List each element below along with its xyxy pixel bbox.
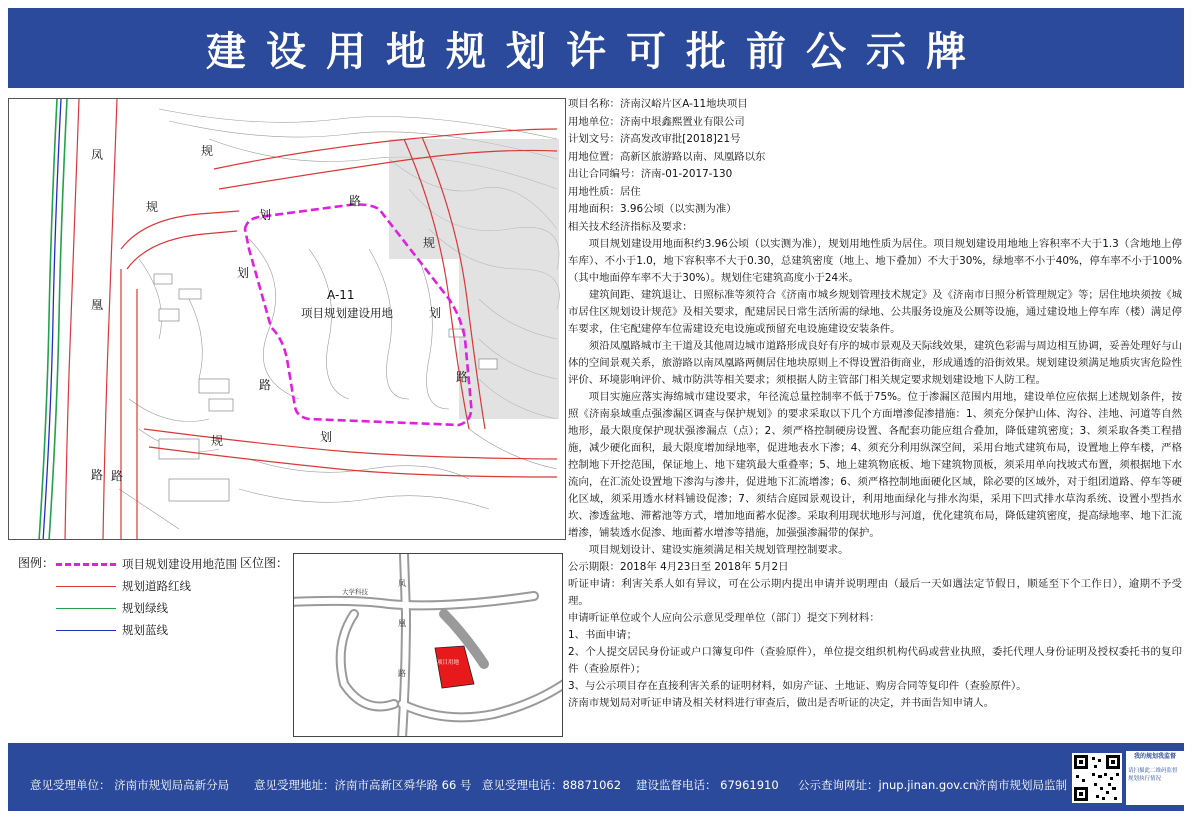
legend-item-boundary [56, 556, 237, 572]
requirement-para-3: 须沿凤凰路城市主干道及其他周边城市道路形成良好有序的城市景观及天际线效果，建筑色彩需与周边相互协调，妥善处理好与山体的空间景观关系，旅游路以南凤凰路两侧居住地块原则上不得设置沿街商业，形成通透的沿街效果。规划建设须满足地质灾害危险性评价、环境影响评价、城市防洪等相关要求；须根据人防主管部门相关规定要求规划建设地下人防工程。 [568, 340, 1182, 386]
requirement-para-1: 项目规划建设用地面积约3.96公顷（以实测为准），规划用地性质为居住。项目规划建设用地地上容积率不大于1.3（含地地上停车库）、不小于1.0，地下容积率不大于0.30，总建筑密度（地上、地下叠加）不大于30%，绿地率不小于40%，停车率不小于100%（其中地面停车率不大于30%）。规划住宅建筑高度小于24米。 [568, 238, 1182, 284]
page-footer [8, 743, 1184, 811]
legend-swatch-green-line [56, 608, 116, 609]
qr-title: 我的规划我监督 [1133, 753, 1176, 760]
road-label-east-3: 路 [456, 370, 469, 384]
location-map [293, 553, 563, 737]
page-header [8, 8, 1184, 88]
location-road-char-1: 凤 [398, 579, 406, 588]
requirement-para-5: 项目规划设计、建设实施须满足相关规划管理控制要求。 [588, 544, 849, 556]
notice-text [568, 96, 1182, 736]
closing-statement: 济南市规划局对听证申请及相关材料进行审查后，做出是否听证的决定，并书面告知申请人。 [568, 697, 995, 709]
legend-title: 图例： [18, 556, 55, 570]
road-label-top-1: 规 [201, 144, 214, 158]
land-area: 用地面积：3.96公顷（以实测为准） [568, 203, 737, 215]
tech-requirements-title: 相关技术经济指标及要求： [568, 220, 693, 233]
location-project-label: 项目用地 [437, 660, 460, 666]
footer-complaint-phone: 建设监督电话： 67961910 [636, 778, 779, 792]
legend-item-red-line [56, 578, 191, 594]
legend-label-red-line: 规划道路红线 [122, 579, 191, 593]
road-label-bottom-3: 路 [111, 469, 124, 483]
legend-swatch-boundary [56, 563, 116, 566]
footer-website[interactable]: 公示查询网址：jnup.jinan.gov.cn [798, 778, 977, 792]
legend-swatch-red-line [56, 586, 116, 587]
location-project-plot [435, 646, 474, 688]
location-road-char-2: 凰 [398, 619, 406, 628]
legend-label-boundary: 项目规划建设用地范围 [122, 557, 237, 571]
site-plan-map [8, 98, 566, 540]
material-item-1: 1、书面申请； [568, 629, 637, 641]
requirement-para-4: 项目实施应落实海绵城市建设要求，年径流总量控制率不低于75%。位于渗漏区范围内用地，建设单位应依据上述规划条件，按照《济南泉域重点强渗漏区调查与保护规划》的要求采取以下几个方面增渗促渗措施：1、须充分保护山体、沟谷、洼地、河道等自然地形，最大限度保护现状强渗漏点（点）；2、须严格控制硬房设置、各配套功能应组合叠加，降低建筑密度；3、须采取各类工程措施，减少硬化面积，最大限度增加绿地率，促进地表水下渗；4、须充分利用纵深空间，采用台地式建筑布局，设置地上停车楼，严格控制地下开挖范围，保证地上、地下建筑最大重叠率；5、地上建筑物底板、地下建筑物顶板，须采用单向找坡式布置，须根据地下水流向，在汇流处设置地下渗沟与渗井，促进地下汇流增渗；6、须严格控制地面硬化区域，除必要的区域外，对于组团道路、停车等硬化区域，须采用透水材料铺设促渗；7、须结合庭园景观设计，利用地面绿化与排水沟渠，采用下凹式排水草沟系统、设置小型挡水坎、渗透盆地、滞蓄池等方式，增加地面蓄水促渗。采取利用现状地形与河道，优化建筑布局，降低建筑密度，提高绿地率、地下汇流增渗，铺装透水促渗、地面蓄水增渗等措施，加强强渗漏带的保护。 [568, 391, 1182, 539]
land-user: 用地单位：济南中垠鑫熙置业有限公司 [568, 115, 745, 128]
road-label-west-1: 规 [146, 200, 159, 214]
page-title: 建设用地规划许可批前公示牌 [206, 28, 986, 75]
road-label-top-3: 路 [349, 194, 362, 208]
location-road-label: 大学科技 [342, 588, 368, 596]
material-item-3: 3、与公示项目存在直接利害关系的证明材料，如房产证、土地证、购房合同等复印件（查验原件）。 [568, 680, 1027, 692]
site-plan-svg [9, 99, 566, 540]
contract-number: 出让合同编号：济南-01-2017-130 [568, 168, 733, 180]
legend-label-blue-line: 规划蓝线 [122, 623, 168, 637]
legend-item-blue-line [56, 622, 168, 638]
road-label-west-3: 路 [259, 378, 272, 392]
location-map-title: 区位图： [240, 556, 289, 570]
land-location: 用地位置：高新区旅游路以南、凤凰路以东 [568, 150, 766, 163]
map-legend [8, 552, 238, 662]
road-label-phoenix-1: 凤 [91, 148, 104, 162]
material-item-2: 2、个人提交居民身份证或户口簿复印件（查验原件），单位提交组织机构代码或营业执照，委托代理人身份证明及授权委托书的复印件（查验原件）； [568, 646, 1182, 675]
footer-address: 意见受理地址：济南市高新区舜华路 66 号 [254, 778, 472, 792]
legend-item-green-line [56, 600, 168, 616]
road-label-phoenix-3: 路 [91, 468, 104, 482]
location-road-char-3: 路 [398, 669, 406, 678]
footer-office: 意见受理单位： 济南市规划局高新分局 [30, 778, 230, 792]
road-label-top-2: 划 [259, 208, 272, 222]
plot-label: 项目规划建设用地 [301, 306, 393, 320]
plan-number: 计划文号：济高发改审批[2018]21号 [568, 133, 741, 145]
road-label-east-2: 划 [429, 306, 442, 320]
road-label-west-2: 划 [237, 266, 250, 280]
qr-code-icon[interactable] [1072, 753, 1122, 803]
footer-phone: 意见受理电话：88871062 [482, 778, 622, 792]
hearing-application: 听证申请：利害关系人如有异议，可在公示期内提出申请并说明理由（最后一天如遇法定节假日，顺延至下个工作日），逾期不予受理。 [568, 578, 1182, 607]
road-label-phoenix-2: 凰 [91, 298, 104, 312]
land-type: 用地性质：居住 [568, 185, 641, 198]
qr-caption: 请扫描此二维码监督规划执行情况 [1128, 768, 1178, 782]
qr-info-panel [1126, 751, 1184, 805]
road-label-east-1: 规 [423, 236, 436, 250]
road-label-bottom-1: 规 [211, 434, 224, 448]
location-map-roads [294, 554, 563, 737]
plot-code: A-11 [327, 288, 355, 302]
terrain-shading [389, 139, 559, 419]
location-map-svg [294, 554, 563, 737]
project-name: 项目名称：济南汉峪片区A-11地块项目 [568, 98, 748, 110]
publicity-period: 公示期限：2018年 4月23日至 2018年 5月2日 [568, 561, 789, 573]
requirement-para-2: 建筑间距、建筑退让、日照标准等须符合《济南市城乡规划管理技术规定》及《济南市日照分析管理规定》等；居住地块须按《城市居住区规划设计规范》及相关要求，配建居民日常生活所需的绿地、公共服务设施及公厕等设施，通过建设地上停车库（楼）满足停车要求，住宅配建停车位需建设充电设施或预留充电设施建设安装条件。 [568, 289, 1182, 335]
legend-swatch-blue-line [56, 630, 116, 631]
materials-title: 申请听证单位或个人应向公示意见受理单位（部门）提交下列材料： [568, 612, 880, 624]
footer-supervisor: 济南市规划局监制 [975, 778, 1067, 792]
road-label-bottom-2: 划 [320, 430, 333, 444]
legend-label-green-line: 规划绿线 [122, 601, 168, 615]
